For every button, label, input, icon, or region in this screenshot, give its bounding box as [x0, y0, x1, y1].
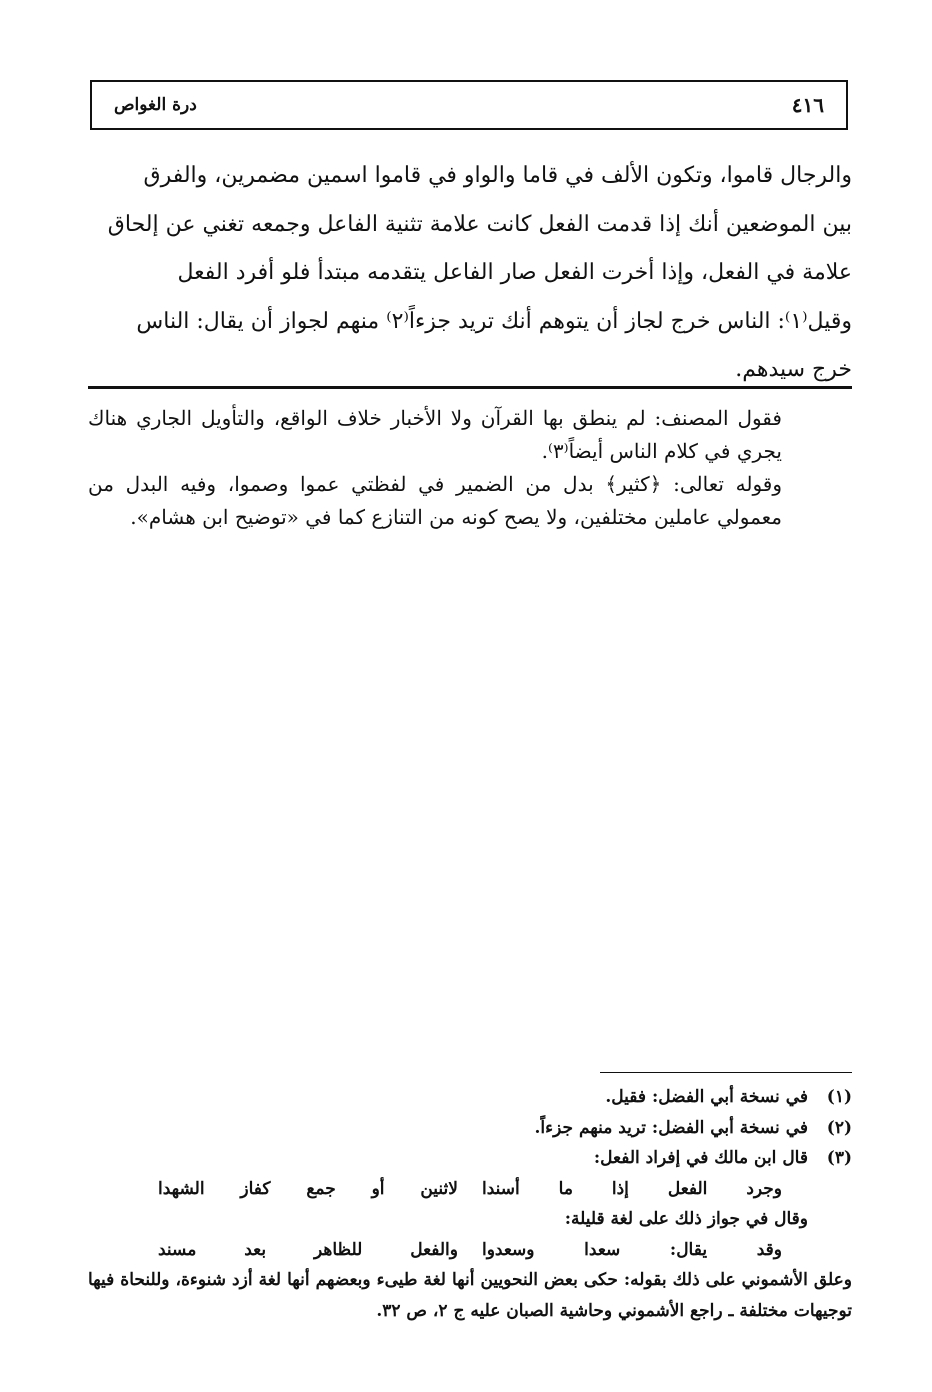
footnote-number: (٣)	[826, 1148, 852, 1168]
footnote-2	[88, 1113, 852, 1144]
main-line: علامة في الفعل، وإذا أخرت الفعل صار الفاعل يتقدمه مبتدأ فلو أفرد الفعل	[177, 260, 852, 285]
main-line: والرجال قاموا، وتكون الألف في قاما والواو في قاموا اسمين مضمرين، والفرق	[143, 163, 852, 188]
commentary-paragraph: فقول المصنف: لم ينطق بها القرآن ولا الأخبار خلاف الواقع، والتأويل الجاري هناك يجري في كلام الناس أيضاً⁽٣⁾.	[88, 406, 782, 463]
footnote-divider	[600, 1072, 852, 1073]
page-number: ٤١٦	[791, 93, 824, 117]
footnote-3	[88, 1143, 852, 1174]
footnote-text: في نسخة أبي الفضل: فقيل.	[605, 1087, 808, 1107]
footnote-paragraph: وعلق الأشموني على ذلك بقوله: حكى بعض النحويين أنها لغة طيىء وبعضهم أنها لغة أزد شنوءة، وللنحاة فيها توجيهات مختلفة ـ راجع الأشموني وحاشية الصبان عليه ج ٢، ص ٣٢.	[88, 1270, 852, 1321]
verse-second-hemistich: لاثنين أو جمع كفاز الشهدا	[158, 1178, 458, 1199]
page-header	[90, 80, 848, 130]
footnote-text: في نسخة أبي الفضل: تريد منهم جزءاً.	[534, 1117, 808, 1138]
running-title: درة الغواص	[114, 95, 197, 115]
footnotes	[88, 1082, 852, 1326]
commentary-divider	[88, 386, 852, 389]
footnote-number: (٢)	[826, 1117, 852, 1138]
commentary	[88, 402, 852, 534]
verse-first-hemistich: وجرد الفعل إذا ما أسندا	[482, 1178, 782, 1199]
footnote-text: قال ابن مالك في إفراد الفعل:	[593, 1148, 808, 1168]
verse-line-1	[88, 1174, 852, 1205]
main-line: بين الموضعين أنك إذا قدمت الفعل كانت علامة تثنية الفاعل وجمعه تغني عن إلحاق	[107, 211, 852, 237]
main-line: خرج سيدهم.	[735, 357, 852, 382]
main-line: وقيل⁽١⁾: الناس خرج لجاز أن يتوهم أنك تريد جزءاً⁽٢⁾ منهم لجواز أن يقال: الناس	[136, 308, 852, 334]
footnote-continuation: وقال في جواز ذلك على لغة قليلة:	[564, 1209, 808, 1229]
verse-line-2	[88, 1235, 852, 1266]
commentary-paragraph: وقوله تعالى: ﴿كثير﴾ بدل من الضمير في لفظتي عموا وصموا، وفيه البدل من معمولي عاملين مختلفين، ولا يصح كونه من التنازع كما في «توضيح ابن هشام».	[88, 472, 782, 529]
verse-first-hemistich: وقد يقال: سعدا وسعدوا	[482, 1239, 782, 1260]
main-text	[88, 152, 852, 395]
verse-second-hemistich: والفعل للظاهر بعد مسند	[158, 1239, 458, 1260]
footnote-number: (١)	[826, 1087, 852, 1107]
footnote-1	[88, 1082, 852, 1113]
